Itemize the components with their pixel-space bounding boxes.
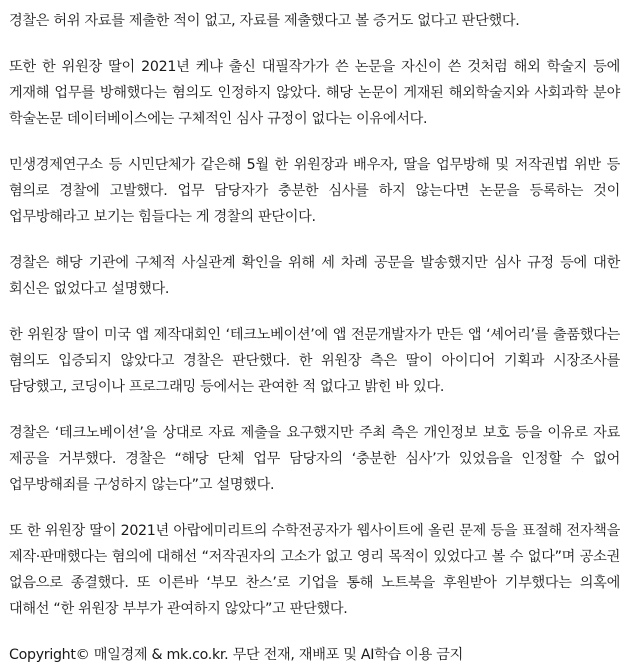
article-paragraph: 한 위원장 딸이 미국 앱 제작대회인 ‘테크노베이션’에 앱 전문개발자가 만든 앱 ‘셰어리’를 출품했다는 혐의도 입증되지 않았다고 경찰은 판단했다. 한 위원장 측은 딸이 아이디어 기획과 시장조사를 담당했고, 코딩이나 프로그래밍 등에서는 관여한 적 없다고 밝힌 바 있다. (9, 327, 620, 395)
article-paragraph: 민생경제연구소 등 시민단체가 같은해 5월 한 위원장과 배우자, 딸을 업무방해 및 저작권법 위반 등 혐의로 경찰에 고발했다. 업무 담당자가 충분한 심사를 하지 않는다면 논문을 등록하는 것이 업무방해라고 보기는 힘들다는 게 경찰의 판단이다. (9, 157, 620, 225)
copyright-notice: Copyright© 매일경제 & mk.co.kr. 무단 전재, 재배포 및 AI학습 이용 금지 (9, 647, 464, 663)
article-paragraph: 또한 한 위원장 딸이 2021년 케냐 출신 대필작가가 쓴 논문을 자신이 쓴 것처럼 해외 학술지 등에 게재해 업무를 방해했다는 혐의도 인정하지 않았다. 해당 논문이 게재된 해외학술지와 사회과학 분야 학술논문 데이터베이스에는 구체적인 심사 규정이 없다는 이유에서다. (9, 59, 620, 127)
article-paragraph: 또 한 위원장 딸이 2021년 아랍에미리트의 수학전공자가 웹사이트에 올린 문제 등을 표절해 전자책을 제작·판매했다는 혐의에 대해선 “저작권자의 고소가 없고 영리 목적이 있었다고 볼 수 없다”며 공소권 없음으로 종결했다. 또 이른바 ‘부모 찬스’로 기업을 통해 노트북을 후원받아 기부했다는 의혹에 대해선 “한 위원장 부부가 관여하지 않았다”고 판단했다. (9, 523, 620, 617)
article-paragraph: 경찰은 해당 기관에 구체적 사실관계 확인을 위해 세 차례 공문을 발송했지만 심사 규정 등에 대한 회신은 없었다고 설명했다. (9, 255, 620, 297)
article-paragraph: 경찰은 허위 자료를 제출한 적이 없고, 자료를 제출했다고 볼 증거도 없다고 판단했다. (9, 13, 520, 29)
article-paragraph: 경찰은 ‘테크노베이션’을 상대로 자료 제출을 요구했지만 주최 측은 개인정보 보호 등을 이유로 자료 제공을 거부했다. 경찰은 “해당 단체 업무 담당자의 ‘충분한 심사’가 있었음을 인정할 수 없어 업무방해죄를 구성하지 않는다”고 설명했다. (9, 425, 620, 493)
